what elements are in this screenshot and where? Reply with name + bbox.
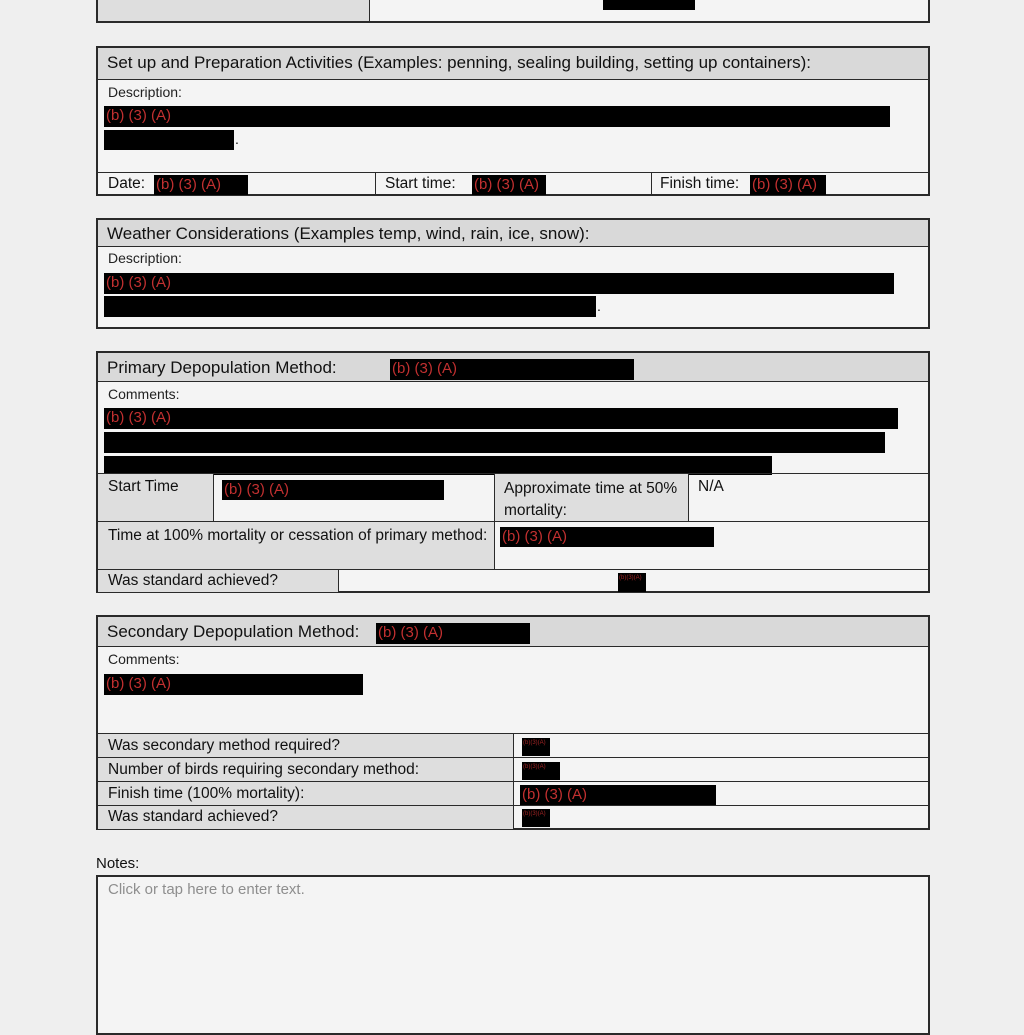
notes-placeholder: Click or tap here to enter text.	[108, 881, 305, 898]
setup-date-value: (b) (3) (A)	[154, 175, 248, 195]
setup-start-time-label: Start time:	[385, 175, 456, 192]
setup-description-redaction-1: (b) (3) (A)	[104, 106, 890, 127]
setup-description-period: .	[235, 131, 239, 147]
divider	[494, 522, 495, 569]
weather-description-redaction-2	[104, 296, 596, 317]
setup-bottom-row	[98, 172, 928, 194]
weather-section	[96, 218, 930, 329]
divider	[338, 570, 339, 592]
primary-approx-value: N/A	[698, 478, 724, 495]
setup-date-label: Date:	[108, 175, 146, 192]
secondary-method-value: (b) (3) (A)	[376, 623, 530, 644]
divider	[494, 474, 495, 521]
secondary-section	[96, 615, 930, 830]
setup-header: Set up and Preparation Activities (Examples: penning, sealing building, setting up containers):	[98, 48, 928, 80]
primary-standard-row	[98, 569, 928, 591]
secondary-standard-label: Was standard achieved?	[108, 808, 279, 825]
secondary-birds-row	[98, 757, 928, 781]
primary-mortality-value: (b) (3) (A)	[500, 527, 714, 547]
primary-comments-redaction-2	[104, 432, 885, 453]
weather-description-period: .	[597, 298, 601, 314]
divider	[375, 173, 376, 195]
divider	[213, 474, 214, 521]
divider	[688, 474, 689, 521]
weather-header: Weather Considerations (Examples temp, wind, rain, ice, snow):	[98, 220, 928, 247]
primary-mortality-row	[98, 521, 928, 569]
primary-mortality-label: Time at 100% mortality or cessation of primary method:	[108, 527, 488, 544]
setup-finish-time-label: Finish time:	[660, 175, 740, 192]
setup-start-time-value: (b) (3) (A)	[472, 175, 546, 195]
notes-field[interactable]	[96, 875, 930, 1035]
secondary-finish-value: (b) (3) (A)	[520, 785, 716, 805]
primary-header-label: Primary Depopulation Method:	[107, 358, 337, 377]
secondary-required-value: (b)(3)(A)	[522, 738, 550, 756]
primary-comments-label: Comments:	[108, 386, 180, 402]
divider	[513, 782, 514, 806]
previous-table-label-cell	[98, 0, 370, 21]
previous-table-remnant	[96, 0, 930, 23]
notes-label: Notes:	[96, 855, 140, 872]
secondary-comments-label: Comments:	[108, 651, 180, 667]
divider	[513, 758, 514, 782]
weather-description-redaction-1: (b) (3) (A)	[104, 273, 894, 294]
secondary-birds-value: (b)(3)(A)	[522, 762, 560, 780]
secondary-required-label: Was secondary method required?	[108, 737, 341, 754]
primary-standard-label: Was standard achieved?	[108, 572, 279, 589]
divider	[513, 806, 514, 829]
secondary-birds-label: Number of birds requiring secondary method:	[108, 761, 420, 778]
primary-approx-label: Approximate time at 50% mortality:	[504, 480, 678, 519]
setup-description-redaction-2	[104, 130, 234, 150]
secondary-finish-row	[98, 781, 928, 805]
primary-start-time-value: (b) (3) (A)	[222, 480, 444, 500]
primary-method-value: (b) (3) (A)	[390, 359, 634, 380]
secondary-header: Secondary Depopulation Method:	[98, 617, 928, 647]
primary-section	[96, 351, 930, 593]
primary-start-time-label: Start Time	[108, 478, 179, 495]
setup-section	[96, 46, 930, 196]
secondary-comments-value: (b) (3) (A)	[104, 674, 363, 695]
secondary-required-row	[98, 733, 928, 757]
setup-description-label: Description:	[108, 84, 182, 100]
secondary-standard-value: (b)(3)(A)	[522, 809, 550, 827]
setup-finish-time-value: (b) (3) (A)	[750, 175, 826, 195]
primary-comments-redaction-1: (b) (3) (A)	[104, 408, 898, 429]
divider	[513, 734, 514, 758]
primary-start-row	[98, 473, 928, 521]
secondary-standard-row	[98, 805, 928, 828]
primary-standard-value: (b)(3)(A)	[618, 573, 646, 592]
weather-description-label: Description:	[108, 250, 182, 266]
redaction-block	[603, 0, 695, 10]
secondary-finish-label: Finish time (100% mortality):	[108, 785, 305, 802]
divider	[651, 173, 652, 195]
